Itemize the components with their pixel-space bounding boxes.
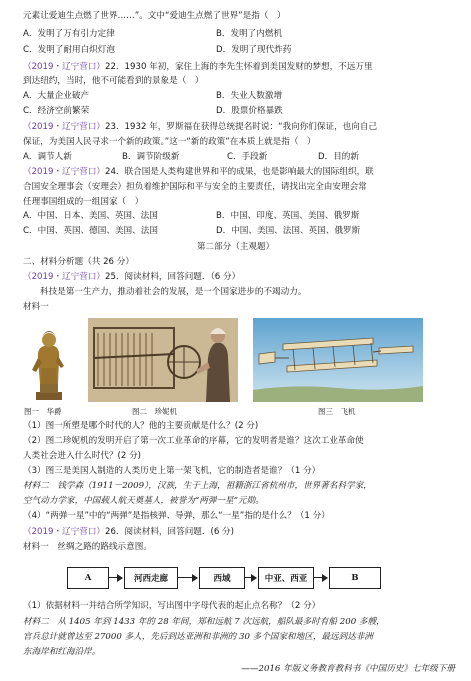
q26-material1: 材料一 丝绸之路的路线示意图。	[23, 542, 152, 552]
caption-figure3: 图三 飞机	[318, 407, 356, 416]
q24-stem-line1	[23, 167, 461, 178]
q24-stem-text: 24．联合国是人类构建世界和平的成果，也是影响最大的国际组织，联	[105, 167, 374, 177]
section2-heading: 二、材料分析题（共 26 分）	[23, 257, 134, 267]
q21-option-a: A．发明了万有引力定律	[23, 29, 115, 39]
q25-sub3: （3）图三是美国人制造的人类历史上第一架飞机，它的制造者是谁？（1 分）	[23, 466, 321, 476]
q25-material2-line2: 空气动力学家，中国载人航天奠基人，被誉为“两弹一星”元勋。	[23, 496, 264, 506]
q24-option-d: D．中国、美国、法国、英国、俄罗斯	[216, 226, 361, 236]
q24-option-c: C．中国、英国、德国、美国、法国	[23, 226, 158, 236]
q22-option-a: A．大量企业破产	[23, 91, 90, 101]
q23-source: （2019・辽宁营口）	[23, 122, 106, 132]
q22-source: （2019・辽宁营口）	[23, 62, 106, 72]
q26-material2-line1: 材料二 从 1405 年到 1433 年的 28 年间，郑和远航 7 次远航，船队最多时有船 200 多艘，	[23, 617, 385, 627]
q24-stem-line2: 合国安全理事会（安理会）担负着维护国际和平与安全的主要责任，请找出完全由安理会常	[23, 182, 367, 192]
q22-option-d: D．股票价格暴跌	[216, 106, 283, 116]
q23-stem-line1	[23, 122, 461, 133]
q24-option-a: A．中国、日本、美国、英国、法国	[23, 211, 158, 221]
q25-intro: 科技是第一生产力，推动着社会的发展，是一个国家进步的不竭动力。	[40, 287, 307, 297]
q26-stem	[23, 527, 461, 538]
route-box-a: A	[67, 567, 109, 589]
q26-material2-line3: 东海岸和红海沿岸。	[23, 647, 101, 657]
route-arrow	[313, 577, 327, 578]
q22-stem-line2: 到达纽约，当时，他不可能看到的景象是（ ）	[23, 76, 204, 86]
q25-material2-line1: 材料二 钱学森（1911－2009），汉族，生于上海，祖籍浙江省杭州市，世界著名科学家，	[23, 481, 372, 491]
airplane-image	[253, 318, 423, 402]
q26-sub1: （1）依据材料一并结合所学知识，写出图中字母代表的起止点名称？（2 分）	[23, 601, 321, 611]
q24-option-b: B．中国、印度、英国、美国、俄罗斯	[216, 211, 360, 221]
q25-material1-label: 材料一	[23, 302, 49, 312]
q21-stem: 元素让爱迪生点燃了世界……”。文中“爱迪生点燃了世界”是指（ ）	[23, 11, 286, 21]
statue-image	[24, 318, 72, 402]
q21-option-d: D．发明了现代炸药	[216, 45, 292, 55]
q23-stem-line2: 保证，为美国人民寻求一个新的政策。”这一“新的政策”在本质上就是指（ ）	[23, 137, 316, 147]
q26-stem-text: 26．阅读材料，回答问题．(6 分)	[105, 527, 234, 537]
q21-option-c: C．发明了耐用白炽灯泡	[23, 45, 115, 55]
q23-option-b: B．调节阶级新	[122, 152, 180, 162]
q26-material2-line2: 官兵总计就曾达至 27000 多人，先后到达亚洲和非洲的 30 多个国家和地区，最远到达非洲	[23, 632, 373, 642]
q25-sub1: （1）图一所塑是哪个时代的人？他的主要贡献是什么？(2 分)	[23, 421, 259, 431]
q23-option-d: D．目的新	[318, 152, 359, 162]
route-arrow	[108, 577, 122, 578]
q26-source: （2019・辽宁营口）	[23, 527, 106, 537]
q23-option-a: A．调节人新	[23, 152, 72, 162]
route-arrow	[244, 577, 256, 578]
spinning-jenny-image	[88, 318, 238, 402]
caption-figure2: 图二 珍妮机	[132, 407, 177, 416]
q25-sub2-line1: （2）图二珍妮机的发明开启了第一次工业革命的序幕，它的发明者是谁？这次工业革命使	[23, 436, 364, 446]
q22-stem-line1	[23, 62, 461, 73]
route-arrow	[177, 577, 197, 578]
q24-stem-line3: 任理事国组成的一组国家（ ）	[23, 197, 144, 207]
q22-option-c: C．经济空前繁荣	[23, 106, 90, 116]
q23-stem-text: 23．1932 年，罗斯福在获得总统提名时说：“我向你们保证，也向自己	[105, 122, 378, 132]
q25-sub4: （4）“两弹一星”中的“两弹”是指核弹、导弹，那么“一星”指的是什么？（1 分）	[23, 511, 330, 521]
route-box-central-west-asia: 中亚、西亚	[258, 567, 314, 589]
q25-source: （2019・辽宁营口）	[23, 272, 106, 282]
route-box-hexi: 河西走廊	[124, 567, 178, 589]
q25-stem	[23, 272, 461, 283]
q22-stem-text: 22．1930 年初，家住上海的李先生怀着到美国发财的梦想，不远万里	[105, 62, 373, 72]
q26-source-citation: ——2016 年版义务教育教科书《中国历史》七年级下册	[241, 664, 455, 674]
q25-stem-text: 25．阅读材料，回答问题．（6 分）	[105, 272, 241, 282]
q21-option-b: B．发明了内燃机	[216, 29, 283, 39]
part2-title: 第二部分（主观题）	[196, 242, 275, 252]
q25-sub2-line2: 人类社会进入什么时代？(2 分)	[23, 451, 142, 461]
caption-figure1: 图一 华爵	[24, 407, 62, 416]
q23-option-c: C．手段新	[227, 152, 268, 162]
route-box-b: B	[329, 567, 381, 589]
route-box-xiyu: 西域	[199, 567, 245, 589]
q22-option-b: B．失业人数激增	[216, 91, 283, 101]
q24-source: （2019・辽宁营口）	[23, 167, 106, 177]
